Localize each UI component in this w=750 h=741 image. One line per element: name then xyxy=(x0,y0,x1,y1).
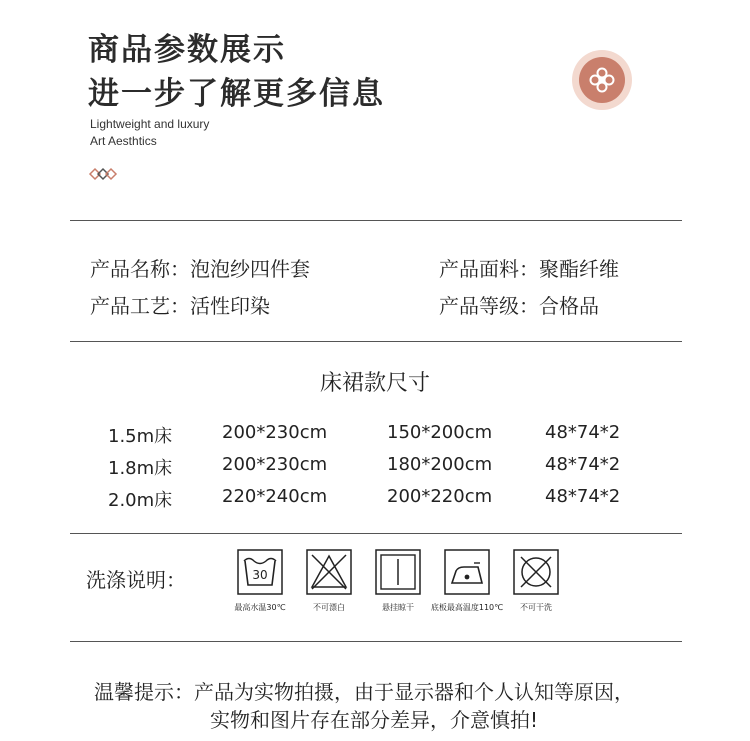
tagline-line2: Art Aesthtics xyxy=(90,134,157,148)
wash-temp-text: 30 xyxy=(252,568,268,582)
param-label: 产品等级： xyxy=(439,294,539,318)
washing-label: 洗涤说明： xyxy=(86,568,186,592)
divider xyxy=(70,533,682,534)
wash-caption: 底板最高温度110℃ xyxy=(430,603,504,612)
size-quilt: 200*230cm xyxy=(222,454,328,475)
page-title: 商品参数展示 xyxy=(88,32,286,68)
size-bed: 1.5m床 xyxy=(108,426,173,447)
param-label: 产品面料： xyxy=(439,257,539,281)
size-table-title: 床裙款尺寸 xyxy=(319,371,430,396)
size-skirt: 200*220cm xyxy=(387,486,493,507)
tagline-line1: Lightweight and luxury xyxy=(90,117,210,131)
divider xyxy=(70,341,682,342)
size-pillow: 48*74*2 xyxy=(545,454,621,475)
param-value: 合格品 xyxy=(539,294,599,318)
param-value: 活性印染 xyxy=(190,294,270,318)
notice-line1: 温馨提示：产品为实物拍摄，由于显示器和个人认知等原因， xyxy=(94,680,634,704)
size-skirt: 180*200cm xyxy=(387,454,493,475)
size-quilt: 200*230cm xyxy=(222,422,328,443)
wash-caption: 不可干洗 xyxy=(520,603,552,612)
hang-dry-icon xyxy=(375,549,421,599)
size-quilt: 220*240cm xyxy=(222,486,328,507)
brand-logo xyxy=(572,50,632,110)
wash-caption: 不可漂白 xyxy=(313,603,345,612)
divider xyxy=(70,641,682,642)
notice-line2: 实物和图片存在部分差异，介意慎拍! xyxy=(210,708,539,732)
flower-emblem-icon xyxy=(587,65,617,95)
wash-caption: 悬挂晾干 xyxy=(382,603,414,612)
size-bed: 1.8m床 xyxy=(108,458,173,479)
param-label: 产品名称： xyxy=(90,257,190,281)
param-grade xyxy=(439,290,599,319)
param-fabric xyxy=(439,253,619,282)
page-subtitle: 进一步了解更多信息 xyxy=(88,76,385,112)
diamond-chain-icon xyxy=(88,166,118,185)
iron-medium-icon xyxy=(444,549,490,599)
param-value: 泡泡纱四件套 xyxy=(190,257,310,281)
wash-30-icon xyxy=(237,549,283,599)
wash-caption: 最高水温30℃ xyxy=(234,603,286,612)
size-skirt: 150*200cm xyxy=(387,422,493,443)
size-pillow: 48*74*2 xyxy=(545,486,621,507)
param-process xyxy=(90,290,270,319)
param-label: 产品工艺： xyxy=(90,294,190,318)
size-pillow: 48*74*2 xyxy=(545,422,621,443)
size-bed: 2.0m床 xyxy=(108,490,173,511)
no-bleach-icon xyxy=(306,549,352,599)
param-name xyxy=(90,253,310,282)
param-value: 聚酯纤维 xyxy=(539,257,619,281)
divider xyxy=(70,220,682,221)
no-dry-clean-icon xyxy=(513,549,559,599)
